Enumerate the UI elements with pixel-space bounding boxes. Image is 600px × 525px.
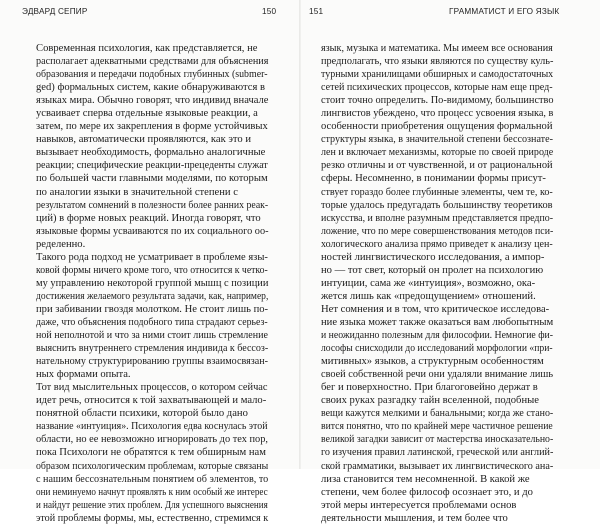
right-page: [301, 0, 600, 524]
text-line: ged) формальных систем, какие обнаруживаются в: [36, 82, 265, 94]
text-line: этой меры интересуется проблемами основ: [321, 499, 517, 511]
text-line: вызывает необходимость, формально аналогичные: [36, 147, 266, 159]
left-running-head: ЭДВАРД СЕПИР: [22, 7, 88, 16]
text-line: образом психологическим проблемам, которые связаны: [36, 460, 269, 472]
text-line: даже, что объяснения подобного типа страдают серьез-: [36, 316, 268, 328]
text-line: реакции; специфические реакции-прецеденты служат: [36, 160, 268, 172]
text-line: жется лишь как «предощущением» отношений.: [321, 290, 536, 302]
text-line: своей собственной речи они удаляли внимание лишь: [321, 369, 554, 381]
right-running-head: ГРАММАТИСТ И ЕГО ЯЗЫК: [449, 7, 560, 16]
text-line: лингвистов убеждено, что процесс усвоения языка, в: [321, 108, 554, 120]
text-line: ние языка может также оказаться вам любопытным: [321, 316, 554, 328]
text-line: ределенно.: [36, 238, 86, 250]
text-line: по большей части главными моделями, по которым: [36, 173, 268, 185]
text-line: они неминуемо начнут проявлять к ним особый же интерес: [36, 486, 268, 498]
text-line: сетей психических процессов, которые нам еще пред-: [321, 82, 553, 94]
text-line: торые удалось предугадать большинству теоретиков: [321, 199, 553, 211]
text-line: ложение, что по мере совершенствования методов пси-: [321, 225, 554, 237]
text-line: степени, чем более философ осознает это, и до: [321, 486, 533, 498]
text-line: лиза становится тем несомненной. В какой же: [321, 473, 530, 485]
text-line: ностей лингвистического исследования, а импор-: [321, 251, 545, 263]
text-line: по аналогии языки в значительной степени с: [36, 186, 238, 198]
text-line: выяснить внутреннего стремления индивида к бессоз-: [36, 343, 269, 355]
text-line: нательному структурированию группы взаимосвязан-: [36, 356, 269, 368]
text-line: языках мира. Обычно говорят, что индивид вначале: [36, 95, 269, 107]
right-page-number: 151: [309, 7, 324, 16]
text-line: располагает адекватными средствами для объяснения: [36, 56, 269, 68]
text-line: интуиции, сама же «интуиция», возможно, ока-: [321, 277, 536, 289]
text-line: Современная психология, как представляется, не: [36, 43, 258, 54]
text-line: сферы. Несомненно, в понимании формы присут-: [321, 173, 546, 185]
text-line: и найдут решение этих проблем. Для успешного выяснения: [36, 499, 268, 511]
left-page-body: [36, 42, 268, 525]
text-line: ской грамматики, вызывает их лингвистического ана-: [321, 460, 554, 472]
text-line: области, но ее невозможно игнорировать до тех пор,: [36, 434, 269, 446]
text-line: вещи кажутся мелкими и банальными; когда же стано-: [321, 408, 554, 420]
text-line: резко отличны и от чувственной, и от рациональной: [321, 160, 553, 172]
text-line: деятельности мышления, и тем более что: [321, 512, 508, 524]
text-line: особенности приобретения ощущения формальной: [321, 121, 553, 133]
text-line: Нет сомнения и в том, что критическое исследова-: [321, 303, 550, 315]
text-line: достижения желаемого результата задачи, как, например,: [36, 290, 269, 302]
text-line: великой загадки зависит от мастерства иносказательно-: [321, 434, 554, 446]
left-page-number: 150: [262, 7, 277, 16]
text-line: Тот вид мыслительных процессов, о котором сейчас: [36, 382, 268, 394]
text-line: му управлению некоторой группой мышц с позиции: [36, 277, 269, 289]
text-line: вится понятно, что по крайней мере частичное решение: [321, 421, 553, 433]
text-line: ковой формы ничего кроме того, что относится к четко-: [36, 264, 268, 276]
text-line: идет речь, относится к той захватывающей и мало-: [36, 395, 267, 407]
text-line: с нашим бессознательным понятием об элементов, то: [36, 473, 269, 485]
text-line: название «интуиция». Психология едва коснулась этой: [36, 421, 268, 433]
text-line: турными хранилищами обширных и самодостаточных: [321, 69, 554, 81]
text-line: лен и включает механизмы, которые по своей природе: [321, 147, 554, 159]
right-page-body: [321, 42, 553, 525]
text-line: ных формами опыта.: [36, 369, 131, 381]
text-line: структуры языка, в значительной степени бессознате-: [321, 134, 553, 146]
text-line: при забивании гвоздя молотком. Не стоит лишь по-: [36, 303, 269, 315]
text-line: ций) в форме новых реакций. Иногда говорят, что: [36, 212, 261, 224]
text-line: митивных» языков, а структурным особенностям: [321, 356, 544, 368]
text-line: предполагать, что языки являются по существу куль-: [321, 56, 554, 68]
text-line: этой проблемы формы, мы, естественно, стремимся к: [36, 512, 269, 524]
text-line: понятной области психики, которой было дано: [36, 408, 248, 420]
text-line: ствует гораздо более глубинные элементы, чем те, ко-: [321, 186, 553, 198]
text-line: искусства, и вполне разумным представляется предпо-: [321, 212, 554, 224]
text-line: го изучения правил латинской, греческой или англий-: [321, 447, 554, 459]
text-line: языковые формы усваиваются по их социального оо-: [36, 225, 269, 237]
text-line: затем, по мере их закрепления в форме устойчивых: [36, 121, 268, 133]
text-line: Такого рода подход не усматривает в проблеме язы-: [36, 251, 268, 263]
text-line: но — тот свет, который он пролет на психологию: [321, 264, 544, 276]
text-line: образования и передачи подобных глубинных (submer-: [36, 69, 268, 81]
text-line: ной неполнотой и что за ними стоит лишь стремление: [36, 330, 268, 342]
left-page: [0, 0, 299, 524]
text-line: усваивает сперва отдельные языковые реакции, а: [36, 108, 258, 120]
text-line: результатом сомнений в полезности более ранних реак-: [36, 199, 269, 211]
text-line: навыков, автоматически проявляются, как это и: [36, 134, 252, 146]
text-line: бег и поверхностно. При благоговейно держат в: [321, 382, 538, 394]
text-line: пока Психологи не обратятся к тем обширным нам: [36, 447, 266, 459]
text-line: язык, музыка и математика. Мы имеем все основания: [321, 43, 553, 54]
text-line: своих руках разгадку тайн вселенной, подобные: [321, 395, 539, 407]
text-line: и неожиданно полезным для философии. Немногие фи-: [321, 330, 553, 342]
text-line: стоит точно определить. По-видимому, большинство: [321, 95, 554, 107]
text-line: хологического анализа прямо приведет к анализу цен-: [321, 238, 553, 250]
text-line: лософы снисходили до исследований морфологии «при-: [321, 343, 553, 355]
